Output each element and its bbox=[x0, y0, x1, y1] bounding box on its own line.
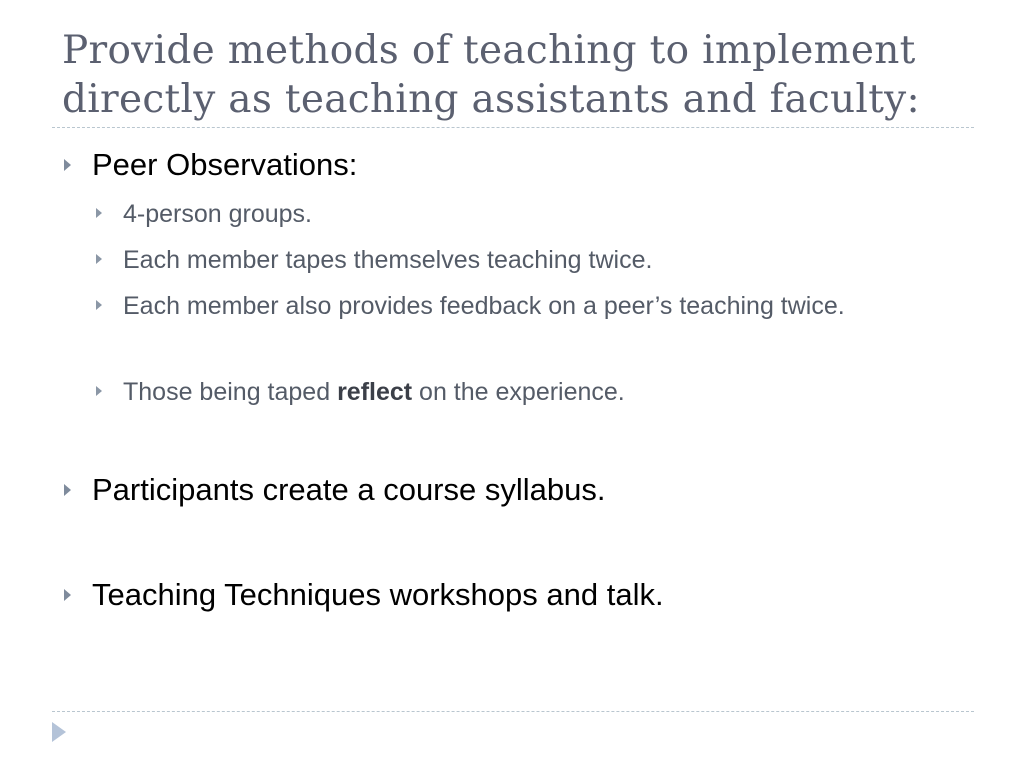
triangle-right-icon bbox=[96, 386, 102, 396]
sub-bullet-groups: 4-person groups. bbox=[123, 200, 313, 228]
reflect-text-before: Those being taped bbox=[123, 378, 338, 406]
footer-divider bbox=[52, 711, 974, 712]
slide-title: Provide methods of teaching to implement directly as teaching assistants and faculty: bbox=[62, 28, 920, 122]
reflect-text-after: on the experience. bbox=[412, 378, 625, 406]
sub-bullet-feedback: Each member also provides feedback on a peer’s teaching twice. bbox=[123, 292, 845, 320]
triangle-right-icon bbox=[96, 254, 102, 264]
reflect-text-bold: reflect bbox=[337, 378, 413, 406]
sub-bullet-reflect bbox=[123, 373, 913, 412]
triangle-right-icon bbox=[96, 300, 102, 310]
triangle-right-icon bbox=[64, 589, 71, 601]
sub-bullet-tapes: Each member tapes themselves teaching twice. bbox=[123, 246, 653, 274]
bullet-course-syllabus: Participants create a course syllabus. bbox=[92, 472, 606, 507]
triangle-right-icon bbox=[64, 159, 71, 171]
triangle-right-icon bbox=[96, 208, 102, 218]
title-divider bbox=[52, 127, 974, 128]
bullet-peer-observations: Peer Observations: bbox=[92, 147, 358, 182]
bullet-teaching-techniques: Teaching Techniques workshops and talk. bbox=[92, 577, 664, 612]
next-slide-arrow-icon[interactable] bbox=[52, 722, 66, 742]
triangle-right-icon bbox=[64, 484, 71, 496]
